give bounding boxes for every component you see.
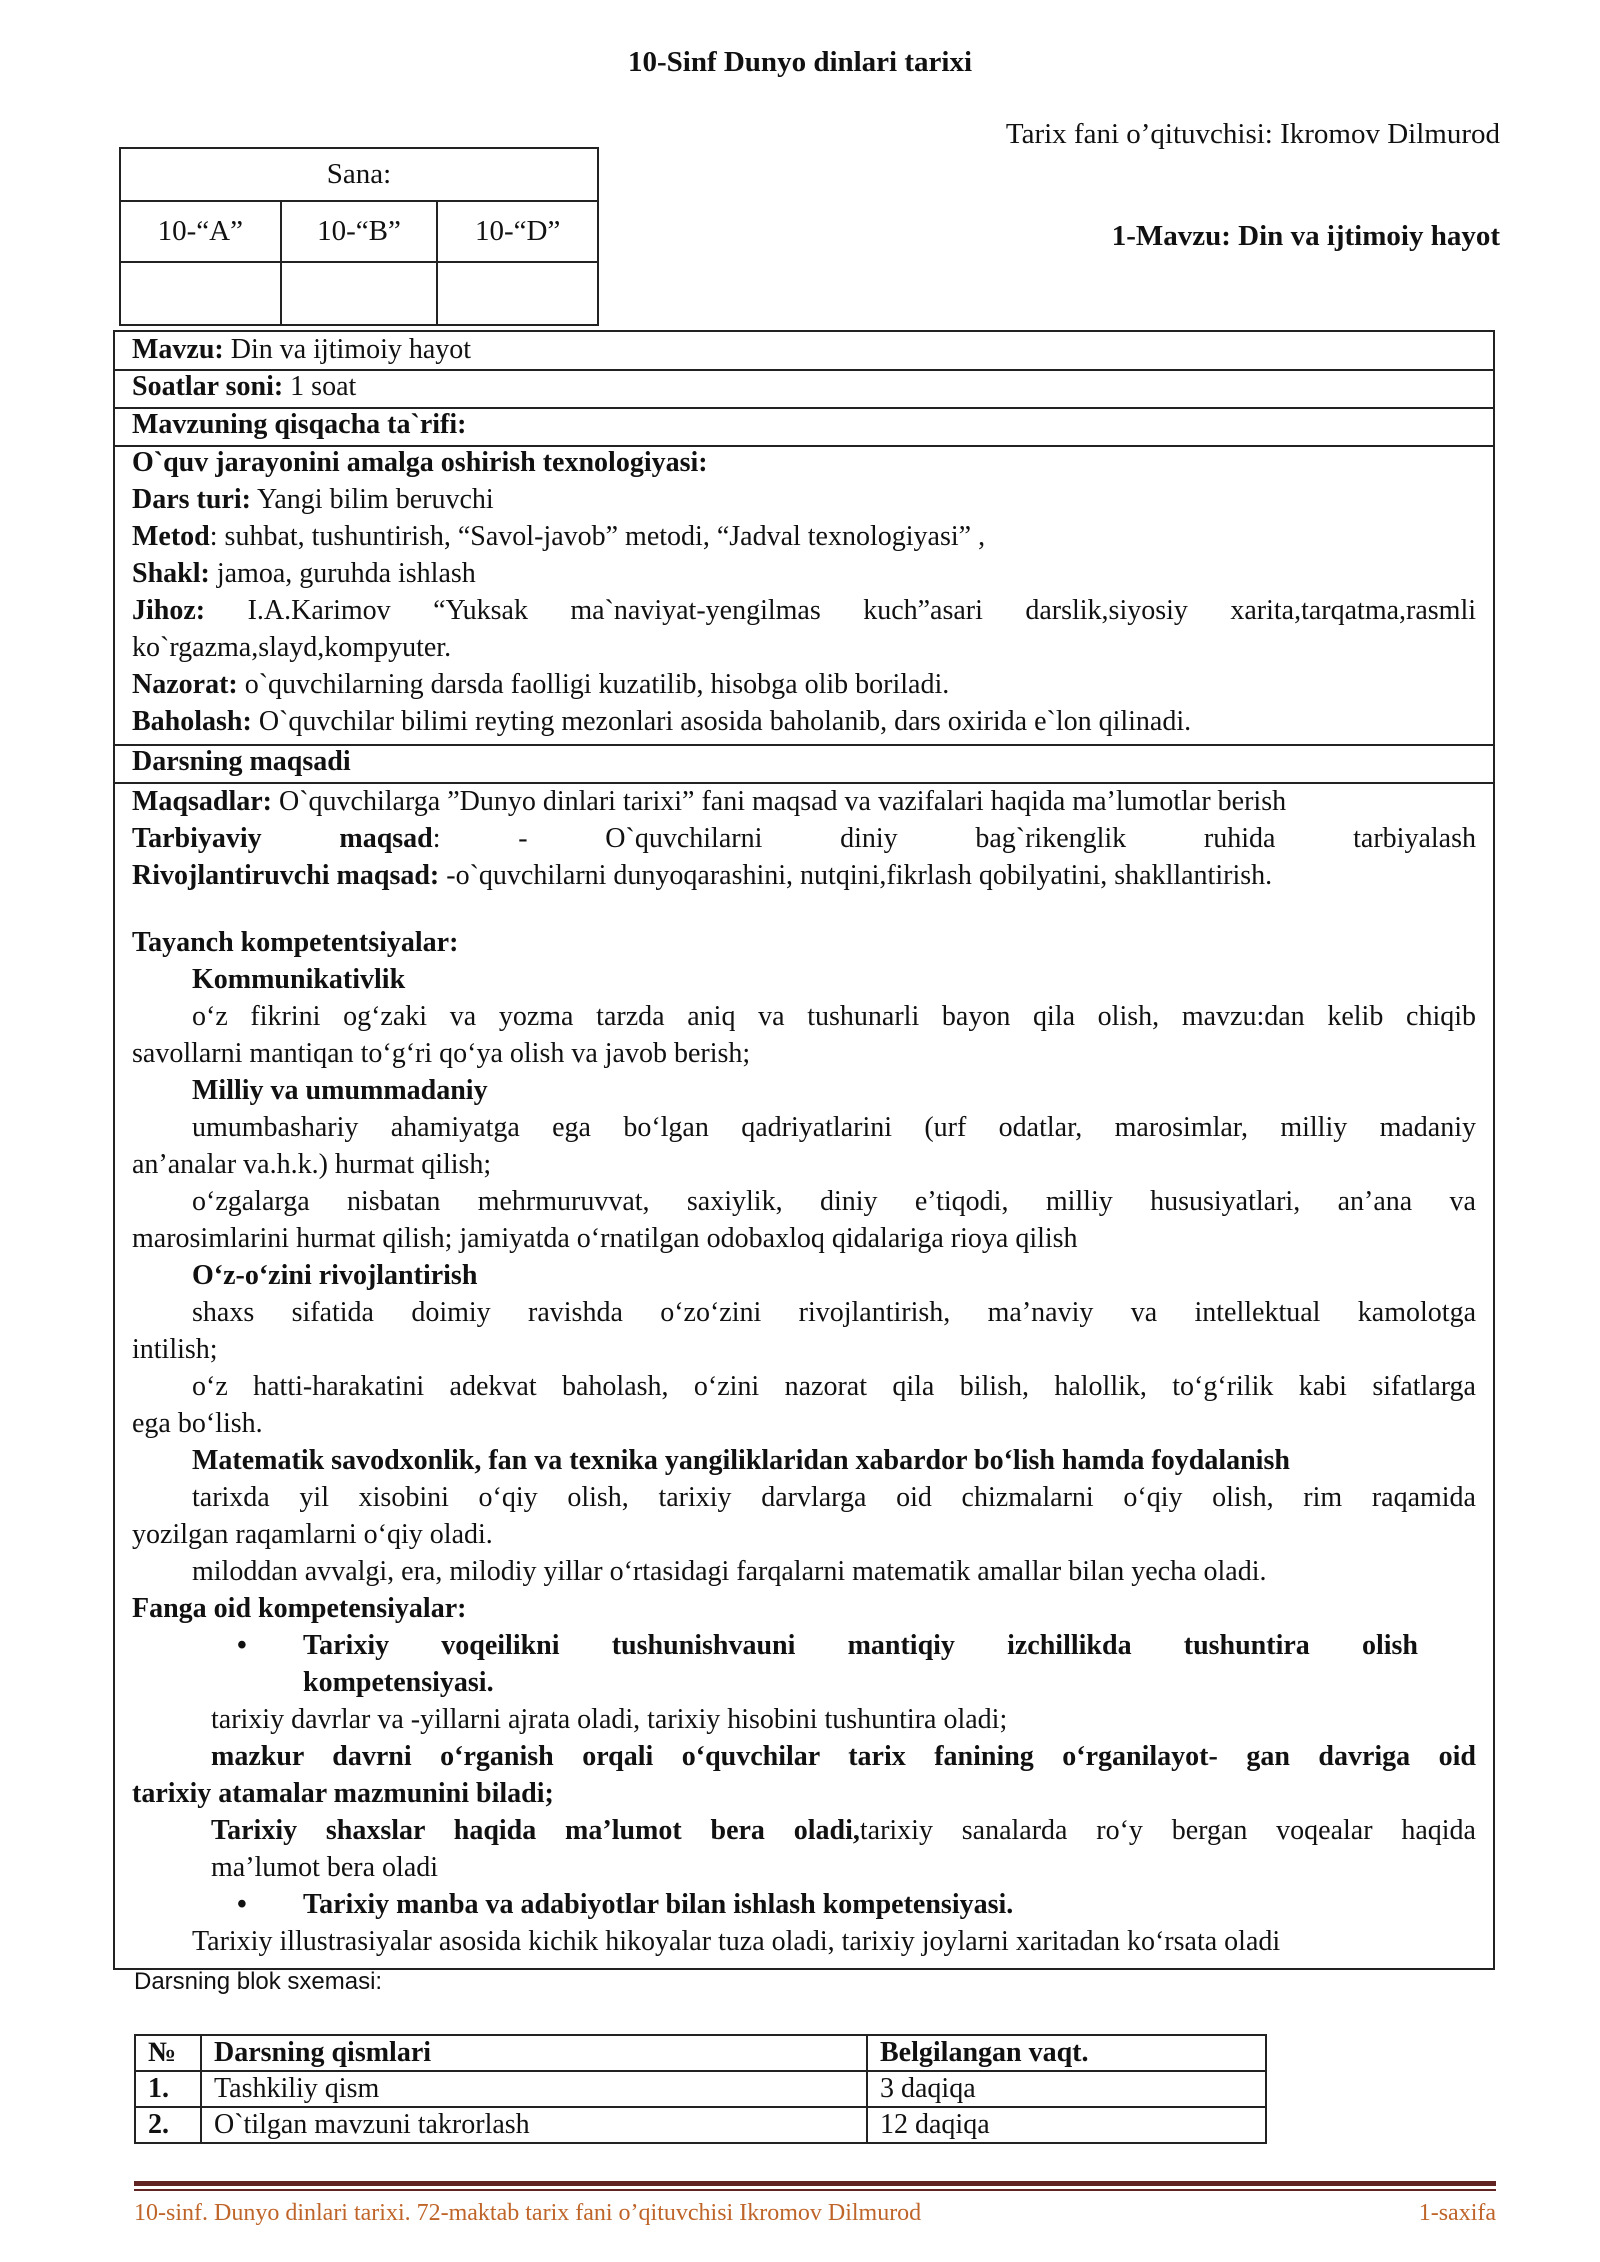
blok-header-row bbox=[135, 2035, 1266, 2071]
ozini-text-1-cont: intilish; bbox=[132, 1334, 218, 1365]
fan-text-2: mazkur davrni o‘rganish orqali o‘quvchilar tarix fanining o‘rganilayot- gan davriga oid bbox=[211, 1741, 1476, 1772]
goal-heading-row bbox=[115, 744, 1493, 784]
class-a-date-cell bbox=[120, 262, 281, 325]
class-d-header: 10-“D” bbox=[437, 201, 598, 262]
milliy-text-2-cont: marosimlarini hurmat qilish; jamiyatda o‘rnatilgan odobaxloq qidalariga rioya qilish bbox=[132, 1223, 1078, 1254]
soat-label: Soatlar soni: bbox=[132, 371, 284, 402]
class-b-header: 10-“B” bbox=[281, 201, 438, 262]
blok-cell-time: 12 daqiqa bbox=[867, 2107, 1266, 2143]
tech-label: O`quv jarayonini amalga oshirish texnologiyasi: bbox=[132, 447, 708, 478]
teacher-name: Tarix fani o’qituvchisi: Ikromov Dilmurod bbox=[1005, 118, 1500, 150]
ozini-text-2-cont: ega bo‘lish. bbox=[132, 1408, 263, 1439]
fan-text-3: tarixiy sanalarda ro‘y bergan voqealar haqida bbox=[859, 1815, 1476, 1846]
mavzu-label: Mavzu: bbox=[132, 334, 224, 365]
blok-header-num: № bbox=[135, 2035, 201, 2071]
fan-text-1: tarixiy davrlar va -yillarni ajrata oladi, tarixiy hisobini tushuntira oladi; bbox=[211, 1704, 1008, 1735]
fan-text-2-cont: tarixiy atamalar mazmunini biladi; bbox=[132, 1778, 554, 1809]
tarbiyaviy-label: Tarbiyaviy maqsad bbox=[132, 823, 433, 854]
table-row bbox=[135, 2071, 1266, 2107]
jihoz-value-cont: ko`rgazma,slayd,kompyuter. bbox=[132, 632, 452, 663]
fan-heading: Fanga oid kompetensiyalar: bbox=[132, 1593, 467, 1624]
blok-cell-part: Tashkiliy qism bbox=[201, 2071, 867, 2107]
komm-text-cont: savollarni mantiqan to‘g‘ri qo‘ya olish va javob berish; bbox=[132, 1038, 751, 1069]
soat-row bbox=[115, 369, 1493, 409]
fan-text-3-bold: Tarixiy shaxslar haqida ma’lumot bera oladi, bbox=[211, 1815, 860, 1846]
mat-text-1-cont: yozilgan raqamlarni o‘qiy oladi. bbox=[132, 1519, 493, 1550]
table-row bbox=[135, 2107, 1266, 2143]
date-table bbox=[119, 147, 599, 326]
tarif-label: Mavzuning qisqacha ta`rifi: bbox=[132, 409, 467, 440]
page-number: 1-saxifa bbox=[1418, 2200, 1496, 2226]
blok-header-part: Darsning qismlari bbox=[201, 2035, 867, 2071]
bullet-icon: • bbox=[237, 1889, 247, 1920]
bullet-2-text: Tarixiy manba va adabiyotlar bilan ishlash kompetensiyasi. bbox=[303, 1889, 1014, 1920]
blok-cell-num: 2. bbox=[135, 2107, 201, 2143]
mat-text-1: tarixda yil xisobini o‘qiy olish, tarixiy darvlarga oid chizmalarni o‘qiy olish, rim raqamida bbox=[192, 1482, 1476, 1513]
jihoz-value: I.A.Karimov “Yuksak ma`naviyat-yengilmas kuch”asari darslik,siyosiy xarita,tarqatma,rasmli bbox=[247, 595, 1477, 626]
class-a-header: 10-“A” bbox=[120, 201, 281, 262]
shakl-value: jamoa, guruhda ishlash bbox=[209, 558, 476, 589]
milliy-text-2: o‘zgalarga nisbatan mehrmuruvvat, saxiylik, diniy e’tiqodi, milliy hususiyatlari, an’ana va bbox=[192, 1186, 1476, 1217]
footer-rule-thick bbox=[134, 2181, 1496, 2186]
milliy-text-1-cont: an’analar va.h.k.) hurmat qilish; bbox=[132, 1149, 492, 1180]
rivoj-label: Rivojlantiruvchi maqsad: bbox=[132, 860, 440, 891]
blok-header-time: Belgilangan vaqt. bbox=[867, 2035, 1266, 2071]
dars-label: Dars turi: bbox=[132, 484, 251, 515]
bullet-1-text-cont: kompetensiyasi. bbox=[303, 1667, 494, 1698]
komm-text: o‘z fikrini og‘zaki va yozma tarzda aniq va tushunarli bayon qila olish, mavzu:dan kelib chiqib bbox=[192, 1001, 1476, 1032]
blok-table bbox=[134, 2034, 1267, 2144]
ozini-text-1: shaxs sifatida doimiy ravishda o‘zo‘zini rivojlantirish, ma’naviy va intellektual kamolotga bbox=[192, 1297, 1476, 1328]
footer-rule-thin bbox=[134, 2189, 1496, 2191]
rivoj-value: -o`quvchilarni dunyoqarashini, nutqini,fikrlash qobilyatini, shakllantirish. bbox=[439, 860, 1273, 891]
ozini-text-2: o‘z hatti-harakatini adekvat baholash, o‘zini nazorat qila bilish, halollik, to‘g‘rilik kabi sifatlarga bbox=[192, 1371, 1476, 1402]
bullet-icon: • bbox=[237, 1630, 247, 1661]
document-title: 10-Sinf Dunyo dinlari tarixi bbox=[627, 46, 973, 78]
class-d-date-cell bbox=[437, 262, 598, 325]
bullet-1-text: Tarixiy voqeilikni tushunishvauni mantiqiy izchillikda tushuntira olish bbox=[303, 1630, 1418, 1661]
goal-heading: Darsning maqsadi bbox=[132, 746, 351, 777]
shakl-label: Shakl: bbox=[132, 558, 210, 589]
metod-value: : suhbat, tushuntirish, “Savol-javob” metodi, “Jadval texnologiyasi” , bbox=[209, 521, 986, 552]
date-label: Sana: bbox=[120, 148, 598, 201]
topic-title: 1-Mavzu: Din va ijtimoiy hayot bbox=[1111, 220, 1500, 252]
dars-value: Yangi bilim beruvchi bbox=[250, 484, 494, 515]
metod-label: Metod bbox=[132, 521, 210, 552]
nazorat-value: o`quvchilarning darsda faolligi kuzatilib, hisobga olib boriladi. bbox=[237, 669, 950, 700]
komm-title: Kommunikativlik bbox=[192, 964, 406, 995]
fan-text-3-cont: ma’lumot bera oladi bbox=[211, 1852, 439, 1883]
blok-cell-num: 1. bbox=[135, 2071, 201, 2107]
tarif-row bbox=[115, 407, 1493, 447]
class-b-date-cell bbox=[281, 262, 438, 325]
footer-text: 10-sinf. Dunyo dinlari tarixi. 72-maktab tarix fani o’qituvchisi Ikromov Dilmurod bbox=[134, 2200, 922, 2226]
ozini-title: O‘z-o‘zini rivojlantirish bbox=[192, 1260, 478, 1291]
milliy-title: Milliy va umummadaniy bbox=[192, 1075, 488, 1106]
tarbiyaviy-value: : - O`quvchilarni diniy bag`rikenglik ruhida tarbiyalash bbox=[432, 823, 1476, 854]
mat-title: Matematik savodxonlik, fan va texnika yangiliklaridan xabardor bo‘lish hamda foydalanish bbox=[192, 1445, 1290, 1476]
maqsad-label: Maqsadlar: bbox=[132, 786, 272, 817]
mat-text-2: miloddan avvalgi, era, milodiy yillar o‘rtasidagi farqalarni matematik amallar bilan yecha oladi. bbox=[192, 1556, 1267, 1587]
blok-label: Darsning blok sxemasi: bbox=[134, 1968, 383, 1995]
jihoz-label: Jihoz: bbox=[132, 595, 206, 626]
soat-value: 1 soat bbox=[283, 371, 357, 402]
blok-cell-time: 3 daqiqa bbox=[867, 2071, 1266, 2107]
technology-row bbox=[115, 445, 1493, 746]
lesson-plan-table bbox=[113, 330, 1495, 1970]
nazorat-label: Nazorat: bbox=[132, 669, 238, 700]
maqsad-value: O`quvchilarga ”Dunyo dinlari tarixi” fani maqsad va vazifalari haqida ma’lumotlar berish bbox=[272, 786, 1287, 817]
competencies-heading: Tayanch kompetentsiyalar: bbox=[132, 927, 459, 958]
mavzu-value: Din va ijtimoiy hayot bbox=[223, 334, 472, 365]
baholash-value: O`quvchilar bilimi reyting mezonlari asosida baholanib, dars oxirida e`lon qilinadi. bbox=[251, 706, 1192, 737]
blok-cell-part: O`tilgan mavzuni takrorlash bbox=[201, 2107, 867, 2143]
milliy-text-1: umumbashariy ahamiyatga ega bo‘lgan qadriyatlarini (urf odatlar, marosimlar, milliy madaniy bbox=[192, 1112, 1476, 1143]
mavzu-row bbox=[115, 332, 1493, 371]
baholash-label: Baholash: bbox=[132, 706, 252, 737]
fan-text-last: Tarixiy illustrasiyalar asosida kichik hikoyalar tuza oladi, tarixiy joylarni xaritadan ko‘rsata oladi bbox=[192, 1926, 1281, 1957]
